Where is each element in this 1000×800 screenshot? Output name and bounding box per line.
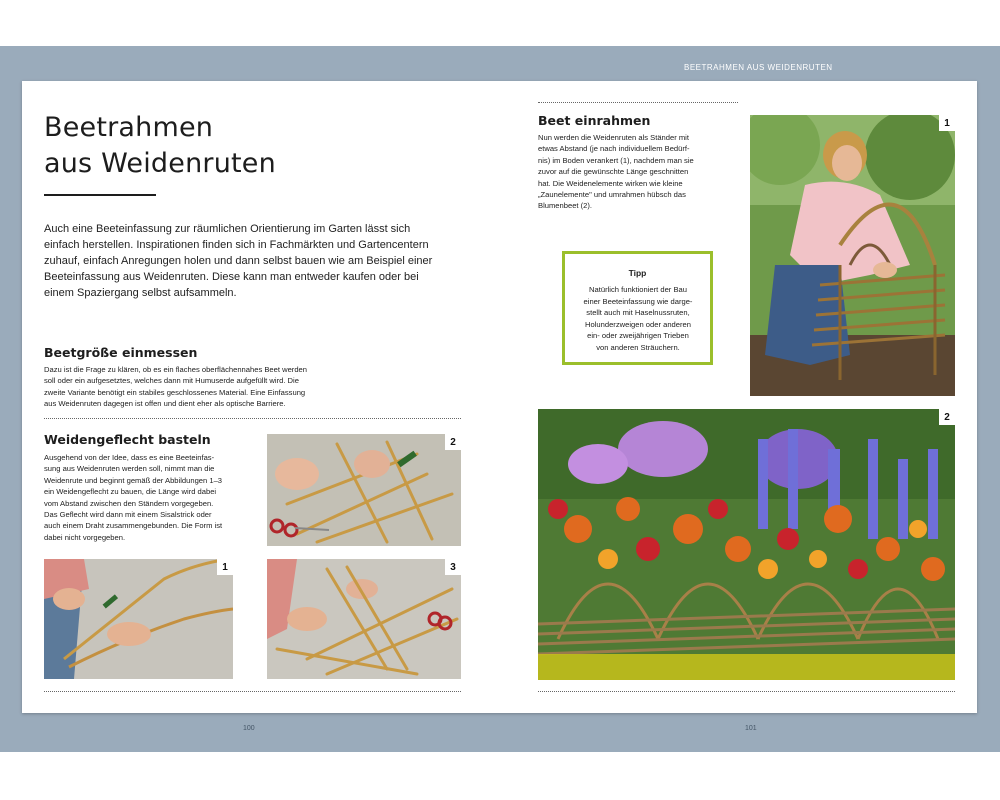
text-line: Das Geflecht wird dann mit einem Sisalstrick oder (44, 510, 212, 520)
text-line: hat. Die Weidenelemente wirken wie kleine (538, 178, 683, 188)
page-number-right: 101 (745, 725, 757, 732)
intro-line: einem Spaziergang selbst aufsammeln. (44, 287, 237, 299)
text-line: soll oder ein aufgesetztes, welches dann mit Humuserde aufgefüllt wird. Die (44, 376, 299, 386)
paragraph-beetgroesse (44, 364, 344, 410)
text-line: zuvor auf die gewünschte Länge geschnitten (538, 167, 689, 177)
text-line: etwas Abstand (je nach individuellem Bedürf- (538, 144, 690, 154)
text-line: auch einem Draht zusammengebunden. Die Form ist (44, 521, 223, 531)
photo-number-badge: 1 (217, 559, 233, 575)
tip-title: Tipp (628, 268, 647, 278)
heading-weidengeflecht: Weidengeflecht basteln (44, 432, 211, 447)
text-line: sung aus Weidenruten werden soll, nimmt man die (44, 464, 215, 474)
top-divider (538, 102, 738, 103)
tip-line: Natürlich funktioniert der Bau (589, 285, 687, 294)
page-title (44, 110, 484, 182)
text-line: zweite Variante benötigt ein stabiles geschlossenes Material. Eine Einfassung (44, 387, 306, 397)
title-underline (44, 194, 156, 196)
bottom-divider-right (538, 691, 955, 692)
text-line: Ausgehend von der Idee, dass es eine Beeteinfas- (44, 453, 215, 462)
text-line: nis) im Boden verankert (1), nachdem man sie (538, 155, 694, 165)
page-number-left: 100 (243, 725, 255, 732)
heading-beet-einrahmen: Beet einrahmen (538, 113, 651, 128)
intro-line: Auch eine Beeteinfassung zur räumlichen Orientierung im Garten lässt sich (44, 223, 411, 235)
text-line: Dazu ist die Frage zu klären, ob es ein flaches oberflächennahes Beet werden (44, 365, 307, 374)
paragraph-weidengeflecht (44, 452, 259, 543)
running-head: BEETRAHMEN AUS WEIDENRUTEN (684, 63, 833, 72)
tip-body (573, 284, 703, 354)
photo-number-badge: 3 (445, 559, 461, 575)
photo-step-1 (44, 559, 233, 679)
photo-step-3 (267, 559, 461, 679)
heading-beetgroesse: Beetgröße einmessen (44, 345, 198, 360)
intro-line: Beeteinfassung aus Weidenruten. Diese kann man entweder kaufen oder bei (44, 271, 419, 283)
tip-line: ein- oder zweijährigen Trieben (587, 331, 689, 341)
text-line: Weidenrute und beginnt gemäß der Abbildungen 1–3 (44, 475, 223, 485)
paragraph-beet-einrahmen (538, 132, 738, 212)
text-line: dabei nicht vorgegeben. (44, 532, 126, 542)
intro-paragraph (44, 221, 444, 301)
photo-number-badge: 2 (445, 434, 461, 450)
text-line: „Zaunelemente" und umrahmen hübsch das (538, 190, 686, 200)
intro-line: einfach herstellen. Inspirationen finden sich in Fachmärkten und Gartencentern (44, 239, 429, 251)
tip-line: Holunderzweigen oder anderen (585, 319, 691, 329)
tip-line: von anderen Sträuchern. (596, 342, 680, 352)
photo-flower-bed (538, 409, 955, 680)
title-line-1: Beetrahmen (44, 112, 214, 143)
text-line: Blumenbeet (2). (538, 201, 593, 211)
tip-box (562, 251, 713, 365)
tip-line: einer Beeteinfassung wie darge- (583, 296, 693, 306)
text-line: aus Weidenruten dagegen ist offen und dient eher als optische Barriere. (44, 399, 286, 409)
bottom-divider (44, 691, 461, 692)
photo-number-badge: 2 (939, 409, 955, 425)
text-line: ein Weidengeflecht zu bauen, die Länge wird dabei (44, 487, 217, 497)
intro-line: zuhauf, einfach Anregungen holen und dann selbst bauen wie am Beispiel einer (44, 255, 433, 267)
photo-step-2 (267, 434, 461, 546)
title-line-2: aus Weidenruten (44, 148, 276, 179)
text-line: Nun werden die Weidenruten als Ständer mit (538, 133, 689, 142)
text-line: vom Abstand zwischen den Ständern vorgegeben. (44, 498, 214, 508)
section-divider (44, 418, 461, 419)
tip-line: stellt auch mit Haselnussruten, (586, 308, 690, 318)
photo-garden-woman (750, 115, 955, 396)
photo-number-badge: 1 (939, 115, 955, 131)
